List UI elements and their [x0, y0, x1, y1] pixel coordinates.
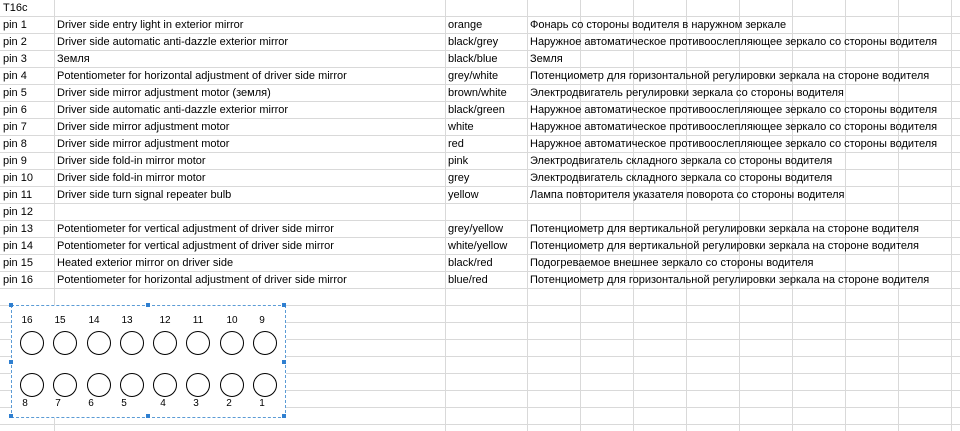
pin-socket: [153, 373, 177, 397]
cell-pin[interactable]: pin 6: [3, 104, 27, 116]
pin-socket: [153, 331, 177, 355]
cell-wire-color[interactable]: black/green: [448, 104, 505, 116]
pin-label: 4: [160, 398, 166, 409]
pin-label: 1: [259, 398, 265, 409]
pin-socket: [53, 331, 77, 355]
resize-handle[interactable]: [282, 414, 286, 418]
resize-handle[interactable]: [146, 414, 150, 418]
cell-description[interactable]: Potentiometer for horizontal adjustment of driver side mirror: [57, 274, 347, 286]
cell-description[interactable]: Potentiometer for vertical adjustment of driver side mirror: [57, 223, 334, 235]
grid-line: [845, 0, 846, 431]
cell-description[interactable]: Driver side turn signal repeater bulb: [57, 189, 232, 201]
pin-label: 14: [88, 315, 100, 326]
cell-pin[interactable]: pin 5: [3, 87, 27, 99]
cell-description-ru[interactable]: Лампа повторителя указателя поворота со стороны водителя: [530, 189, 845, 201]
cell-pin[interactable]: pin 7: [3, 121, 27, 133]
cell-pin[interactable]: pin 9: [3, 155, 27, 167]
cell-description-ru[interactable]: Потенциометр для вертикальной регулировки зеркала на стороне водителя: [530, 223, 919, 235]
pin-socket: [220, 331, 244, 355]
grid-line: [898, 0, 899, 431]
cell-description[interactable]: Heated exterior mirror on driver side: [57, 257, 234, 269]
pin-label: 8: [22, 398, 28, 409]
pin-socket: [186, 373, 210, 397]
cell-wire-color[interactable]: grey/yellow: [448, 223, 504, 235]
cell-description-ru[interactable]: Потенциометр для горизонтальной регулировки зеркала на стороне водителя: [530, 274, 930, 286]
grid-line: [0, 288, 960, 289]
cell-wire-color[interactable]: white: [448, 121, 474, 133]
grid-line: [792, 0, 793, 431]
cell-description-ru[interactable]: Земля: [530, 53, 563, 65]
pin-socket: [253, 331, 277, 355]
pin-socket: [53, 373, 77, 397]
pin-label: 3: [193, 398, 199, 409]
grid-line: [633, 0, 634, 431]
cell-description[interactable]: Земля: [57, 53, 90, 65]
cell-description[interactable]: Driver side mirror adjustment motor: [57, 121, 230, 133]
pin-label: 15: [54, 315, 66, 326]
cell-pin[interactable]: pin 4: [3, 70, 27, 82]
pin-label: 13: [121, 315, 133, 326]
grid-line: [0, 424, 960, 425]
resize-handle[interactable]: [282, 360, 286, 364]
cell-description-ru[interactable]: Потенциометр для вертикальной регулировки зеркала на стороне водителя: [530, 240, 919, 252]
pin-label: 10: [226, 315, 238, 326]
pin-socket: [20, 373, 44, 397]
cell-wire-color[interactable]: pink: [448, 155, 469, 167]
pin-socket: [20, 331, 44, 355]
cell-description[interactable]: [55, 204, 57, 220]
grid-line: [951, 0, 952, 431]
cell-pin[interactable]: pin 2: [3, 36, 27, 48]
grid-line: [0, 203, 960, 204]
cell-header[interactable]: T16c: [3, 2, 28, 14]
cell-wire-color[interactable]: black/blue: [448, 53, 498, 65]
resize-handle[interactable]: [9, 303, 13, 307]
pin-label: 5: [121, 398, 127, 409]
resize-handle[interactable]: [282, 303, 286, 307]
grid-line: [686, 0, 687, 431]
cell-wire-color[interactable]: black/grey: [448, 36, 499, 48]
cell-description-ru[interactable]: Наружное автоматическое противоослепляющее зеркало со стороны водителя: [530, 104, 938, 116]
cell-description[interactable]: Driver side mirror adjustment motor (земля): [57, 87, 271, 99]
cell-description-ru[interactable]: Электродвигатель регулировки зеркала со стороны водителя: [530, 87, 844, 99]
pin-socket: [253, 373, 277, 397]
cell-pin[interactable]: pin 12: [3, 206, 33, 218]
cell-description-ru[interactable]: Электродвигатель складного зеркала со стороны водителя: [530, 172, 833, 184]
cell-pin[interactable]: pin 3: [3, 53, 27, 65]
cell-wire-color[interactable]: black/red: [448, 257, 493, 269]
cell-pin[interactable]: pin 15: [3, 257, 33, 269]
pin-socket: [186, 331, 210, 355]
cell-description-ru[interactable]: Подогреваемое внешнее зеркало со стороны водителя: [530, 257, 814, 269]
pin-socket: [220, 373, 244, 397]
pin-label: 11: [192, 315, 204, 326]
cell-pin[interactable]: pin 10: [3, 172, 33, 184]
cell-wire-color[interactable]: grey/white: [448, 70, 499, 82]
cell-pin[interactable]: pin 16: [3, 274, 33, 286]
pin-socket: [120, 331, 144, 355]
grid-line: [580, 0, 581, 431]
pin-label: 6: [88, 398, 94, 409]
cell-description[interactable]: Driver side automatic anti-dazzle exterior mirror: [57, 36, 289, 48]
cell-description[interactable]: Potentiometer for horizontal adjustment of driver side mirror: [57, 70, 347, 82]
resize-handle[interactable]: [9, 360, 13, 364]
cell-description-ru[interactable]: [528, 204, 530, 220]
cell-wire-color[interactable]: orange: [448, 19, 483, 31]
cell-description-ru[interactable]: Наружное автоматическое противоослепляющее зеркало со стороны водителя: [530, 138, 938, 150]
pin-socket: [87, 331, 111, 355]
cell-description-ru[interactable]: Наружное автоматическое противоослепляющее зеркало со стороны водителя: [530, 121, 938, 133]
pin-label: 2: [226, 398, 232, 409]
cell-wire-color[interactable]: red: [448, 138, 464, 150]
cell-pin[interactable]: pin 13: [3, 223, 33, 235]
cell-wire-color[interactable]: blue/red: [448, 274, 488, 286]
cell-pin[interactable]: pin 14: [3, 240, 33, 252]
cell-wire-color[interactable]: grey: [448, 172, 470, 184]
cell-wire-color[interactable]: brown/white: [448, 87, 507, 99]
cell-description[interactable]: Driver side fold-in mirror motor: [57, 172, 206, 184]
pin-label: 12: [159, 315, 171, 326]
cell-wire-color[interactable]: white/yellow: [448, 240, 508, 252]
cell-wire-color[interactable]: yellow: [448, 189, 479, 201]
pin-label: 9: [259, 315, 265, 326]
resize-handle[interactable]: [9, 414, 13, 418]
resize-handle[interactable]: [146, 303, 150, 307]
cell-description-ru[interactable]: Электродвигатель складного зеркала со стороны водителя: [530, 155, 833, 167]
cell-description[interactable]: Driver side fold-in mirror motor: [57, 155, 206, 167]
cell-pin[interactable]: pin 11: [3, 189, 33, 201]
cell-pin[interactable]: pin 8: [3, 138, 27, 150]
connector-pinout-drawing[interactable]: [11, 305, 286, 418]
pin-socket: [87, 373, 111, 397]
cell-description[interactable]: Driver side mirror adjustment motor: [57, 138, 230, 150]
grid-line: [739, 0, 740, 431]
cell-pin[interactable]: pin 1: [3, 19, 27, 31]
cell-description-ru[interactable]: Фонарь со стороны водителя в наружном зеркале: [530, 19, 787, 31]
cell-description-ru[interactable]: Наружное автоматическое противоослепляющее зеркало со стороны водителя: [530, 36, 938, 48]
cell-wire-color[interactable]: [446, 204, 448, 220]
cell-description[interactable]: Driver side entry light in exterior mirror: [57, 19, 244, 31]
pin-label: 16: [21, 315, 33, 326]
cell-description[interactable]: Potentiometer for vertical adjustment of driver side mirror: [57, 240, 334, 252]
pin-label: 7: [55, 398, 61, 409]
cell-description[interactable]: Driver side automatic anti-dazzle exterior mirror: [57, 104, 289, 116]
pin-socket: [120, 373, 144, 397]
cell-description-ru[interactable]: Потенциометр для горизонтальной регулировки зеркала на стороне водителя: [530, 70, 930, 82]
